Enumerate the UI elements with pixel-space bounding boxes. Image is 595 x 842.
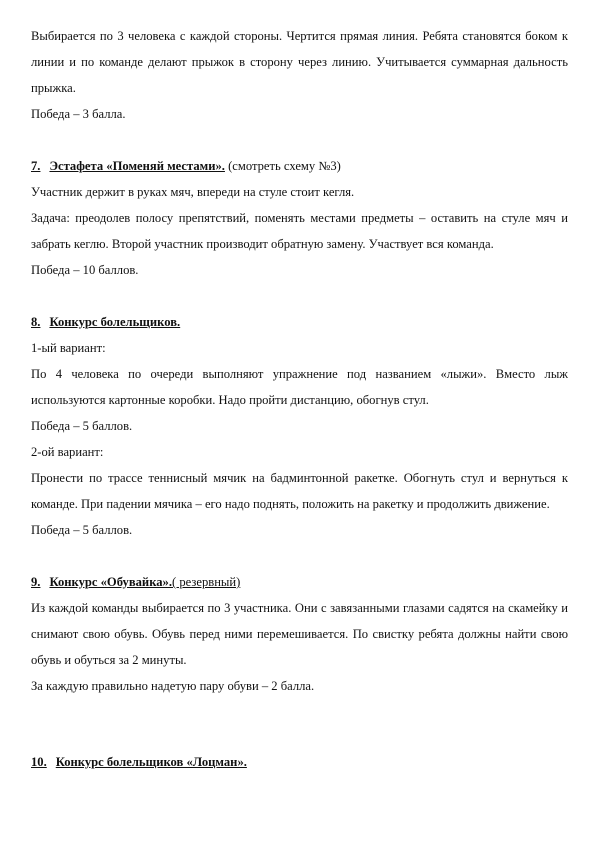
- section-8-heading: [31, 309, 568, 335]
- section-9-number: 9.: [31, 575, 41, 589]
- section-7-paragraph-2: Задача: преодолев полосу препятствий, поменять местами предметы – оставить на стуле мяч и забрать кеглю. Второй участник производит обратную замену. Участвует вся команда.: [31, 211, 568, 251]
- section-8-variant-1-score: Победа – 5 баллов.: [31, 419, 133, 433]
- section-8-variant-1-label: 1-ый вариант:: [31, 341, 106, 355]
- section-8-variant-2-label: 2-ой вариант:: [31, 445, 104, 459]
- section-8-variant-1-text: По 4 человека по очереди выполняют упражнение под названием «лыжи». Вместо лыж используются картонные коробки. Надо пройти дистанцию, обогнув стул.: [31, 367, 568, 407]
- section-7-paragraph-1: Участник держит в руках мяч, впереди на стуле стоит кегля.: [31, 185, 355, 199]
- section-9-score: За каждую правильно надетую пару обуви – 2 балла.: [31, 679, 315, 693]
- section-10-number: 10.: [31, 755, 47, 769]
- section-7-heading: [31, 153, 568, 179]
- section-9-heading: [31, 569, 568, 595]
- document-page: [31, 23, 568, 775]
- section-10-heading: [31, 749, 568, 775]
- intro-score: Победа – 3 балла.: [31, 107, 126, 121]
- section-8-variant-2-score: Победа – 5 баллов.: [31, 523, 133, 537]
- section-9-note: ( резервный): [172, 575, 241, 589]
- section-7-title: Эстафета «Поменяй местами».: [49, 159, 225, 173]
- section-8-title: Конкурс болельщиков.: [49, 315, 181, 329]
- section-9-title: Конкурс «Обувайка».: [49, 575, 172, 589]
- section-10-title: Конкурс болельщиков «Лоцман».: [55, 755, 247, 769]
- section-7-score: Победа – 10 баллов.: [31, 263, 139, 277]
- section-8-number: 8.: [31, 315, 41, 329]
- section-8-variant-2-text: Пронести по трассе теннисный мячик на бадминтонной ракетке. Обогнуть стул и вернуться к команде. При падении мячика – его надо поднять, положить на ракетку и продолжить движение.: [31, 471, 568, 511]
- section-7-note: (смотреть схему №3): [228, 159, 341, 173]
- section-9-paragraph-1: Из каждой команды выбирается по 3 участника. Они с завязанными глазами садятся на скамейку и снимают свою обувь. Обувь перед ними перемешивается. По свистку ребята должны найти свою обувь и обуться за 2 минуты.: [31, 601, 568, 667]
- intro-paragraph: Выбирается по 3 человека с каждой стороны. Чертится прямая линия. Ребята становятся боком к линии и по команде делают прыжок в сторону через линию. Учитывается суммарная дальность прыжка.: [31, 29, 568, 95]
- section-7-number: 7.: [31, 159, 41, 173]
